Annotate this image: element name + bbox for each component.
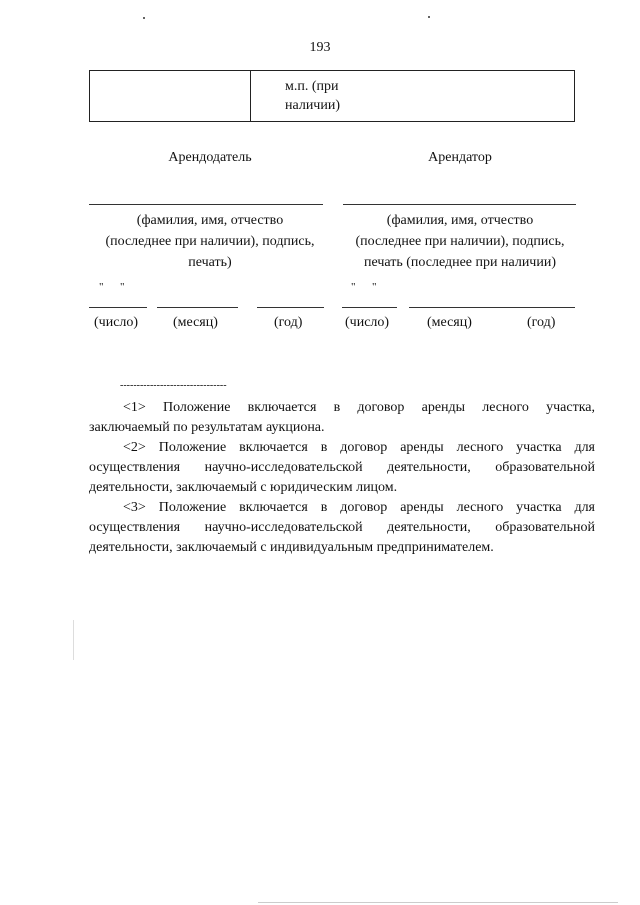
stamp-label-line1: м.п. (при <box>285 79 339 94</box>
stamp-table <box>89 70 575 122</box>
tenant-date-quotes: " " <box>351 281 377 293</box>
caption-line: (фамилия, имя, отчество <box>386 213 534 228</box>
table-divider <box>250 71 251 121</box>
tenant-month-caption: (месяц) <box>427 315 472 330</box>
landlord-month-line <box>157 307 238 308</box>
tenant-day-line <box>342 307 397 308</box>
footnote-line: заключаемый по результатам аукциона. <box>89 420 325 435</box>
tenant-title: Арендатор <box>428 150 492 165</box>
footnote-line: <1> Положение включается в договор аренды лесного участка, <box>123 400 595 415</box>
landlord-title: Арендодатель <box>168 150 252 165</box>
footnote-separator: -------------------------------- <box>120 380 227 391</box>
tenant-day-caption: (число) <box>345 315 390 330</box>
caption-line: (последнее при наличии), подпись, <box>105 234 315 249</box>
scan-speck <box>428 16 430 18</box>
stamp-cell <box>285 77 340 115</box>
caption-line: печать) <box>188 255 232 270</box>
tenant-signature-line <box>343 204 576 205</box>
footnote-2 <box>89 438 595 498</box>
tenant-signature-caption <box>335 210 585 273</box>
scan-speck <box>143 17 145 19</box>
caption-line: (фамилия, имя, отчество <box>136 213 284 228</box>
landlord-signature-caption <box>80 210 340 273</box>
tenant-year-caption: (год) <box>527 315 556 330</box>
landlord-date-quotes: " " <box>99 281 125 293</box>
landlord-day-line <box>89 307 147 308</box>
scan-edge-mark <box>258 902 618 903</box>
footnote-line: <2> Положение включается в договор аренды лесного участка для <box>123 440 595 455</box>
footnote-line: <3> Положение включается в договор аренды лесного участка для <box>123 500 595 515</box>
footnote-line: деятельности, заключаемый с юридическим лицом. <box>89 480 398 495</box>
footnote-3 <box>89 498 595 558</box>
landlord-day-caption: (число) <box>94 315 139 330</box>
page-number: 193 <box>309 40 331 55</box>
landlord-year-line <box>257 307 324 308</box>
landlord-month-caption: (месяц) <box>173 315 218 330</box>
scan-edge-mark <box>73 620 74 660</box>
footnote-1 <box>89 398 595 438</box>
landlord-signature-line <box>89 204 323 205</box>
landlord-year-caption: (год) <box>274 315 303 330</box>
caption-line: печать (последнее при наличии) <box>363 255 556 270</box>
footnote-line: осуществления научно-исследовательской деятельности, образовательной <box>89 520 595 535</box>
caption-line: (последнее при наличии), подпись, <box>355 234 565 249</box>
stamp-label-line2: наличии) <box>285 98 340 113</box>
footnote-line: осуществления научно-исследовательской деятельности, образовательной <box>89 460 595 475</box>
tenant-month-year-line <box>409 307 575 308</box>
footnote-line: деятельности, заключаемый с индивидуальным предпринимателем. <box>89 540 494 555</box>
